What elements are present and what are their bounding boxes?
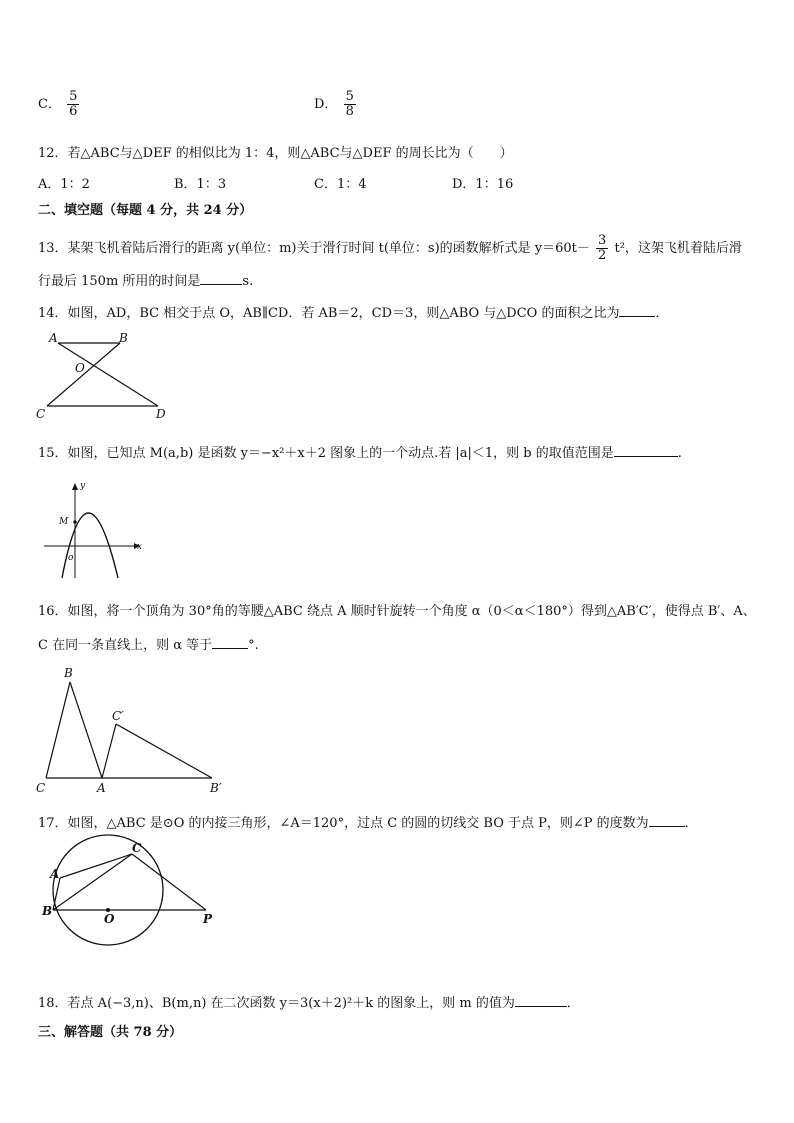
q17-label-p: P	[203, 912, 213, 926]
q17-stem: 17．如图，△ABC 是⊙O 的内接三角形，∠A＝120°，过点 C 的圆的切线交 BO 于点 P，则∠P 的度数为 ．	[38, 812, 698, 833]
q14-label-d: D	[156, 407, 166, 421]
q16-segment-c-prime-b-prime	[116, 724, 212, 778]
q17-segment-ac	[60, 854, 132, 878]
q13-fraction: $\frac{3}{2}$	[598, 233, 607, 263]
q14-figure	[30, 330, 180, 420]
q11-option-d-fraction: $\frac{5}{8}$	[345, 89, 354, 119]
q17-label-o: O	[104, 912, 115, 926]
q15-label-o: o	[68, 553, 74, 563]
q15-label-m: M	[59, 517, 69, 527]
q13-answer-blank[interactable]	[200, 270, 242, 285]
q17-circle	[53, 835, 163, 945]
q12-option-c: C．1：4	[314, 177, 367, 192]
q16-answer-blank[interactable]	[212, 634, 248, 649]
q18-stem: 18．若点 A(−3,n)、B(m,n) 在二次函数 y＝3(x＋2)²＋k 的图象上，则 m 的值为 ．	[38, 992, 580, 1013]
q14-label-c: C	[36, 407, 46, 421]
q16-stem-line1: 16．如图，将一个顶角为 30°角的等腰△ABC 绕点 A 顺时针旋转一个角度 α（0＜α＜180°）得到△AB′C′，使得点 B′、A、	[38, 604, 756, 619]
q14-label-o: O	[75, 361, 85, 375]
q12-stem: 12．若△ABC与△DEF 的相似比为 1：4，则△ABC与△DEF 的周长比为（ ）	[38, 146, 513, 161]
q17-label-b: B	[42, 904, 53, 918]
q17-answer-blank[interactable]	[649, 812, 685, 827]
q17-label-a: A	[50, 867, 60, 881]
q13-stem-line2: 行最后 150m 所用的时间是 s.	[38, 270, 253, 291]
q16-label-b: B	[64, 666, 73, 680]
q14-answer-blank[interactable]	[619, 302, 655, 317]
q14-label-a: A	[49, 331, 58, 345]
q14-segment-ad	[58, 343, 158, 406]
q16-label-b-prime: B′	[210, 781, 222, 795]
q11-option-c: C． $\frac{5}{6}$	[38, 89, 78, 119]
q13-stem-line1: 13．某架飞机着陆后滑行的距离 y(单位：m)关于滑行时间 t(单位：s)的函数解析式是 y＝60t－ $\frac{3}{2}$ t²，这架飞机着陆后滑	[38, 233, 742, 263]
section-2-heading: 二、填空题（每题 4 分，共 24 分）	[38, 203, 253, 218]
q16-segment-ac-prime	[102, 724, 116, 778]
q17-segment-bc	[53, 854, 132, 910]
q12-option-a: A．1：2	[38, 177, 90, 192]
q16-label-a: A	[97, 781, 106, 795]
q16-label-c: C	[36, 781, 46, 795]
q15-stem: 15．如图，已知点 M(a,b) 是函数 y＝−x²＋x＋2 图象上的一个动点.若 |a|＜1，则 b 的取值范围是 .	[38, 442, 682, 463]
q14-stem: 14．如图，AD，BC 相交于点 O，AB∥CD．若 AB＝2，CD＝3，则△ABO 与△DCO 的面积之比为 ．	[38, 302, 668, 323]
q15-figure	[40, 478, 150, 583]
q12-option-d: D．1：16	[452, 177, 514, 192]
q16-stem-line2: C 在同一条直线上，则 α 等于 °.	[38, 634, 259, 655]
q15-label-x: x	[137, 542, 143, 552]
q15-label-y: y	[80, 481, 86, 491]
q15-point-m	[73, 520, 77, 524]
q16-label-c-prime: C′	[112, 709, 124, 723]
q15-y-arrow	[72, 483, 78, 490]
q16-figure	[30, 660, 230, 795]
q18-answer-blank[interactable]	[515, 992, 567, 1007]
q17-figure	[40, 840, 220, 935]
q14-label-b: B	[119, 331, 128, 345]
q17-label-c: C	[132, 841, 142, 855]
q16-segment-cb	[46, 682, 70, 778]
q17-tangent-cp	[132, 854, 206, 910]
q11-option-c-fraction: $\frac{5}{6}$	[69, 89, 78, 119]
q16-segment-ba	[70, 682, 102, 778]
q15-answer-blank[interactable]	[614, 442, 678, 457]
q11-option-d: D． $\frac{5}{8}$	[314, 89, 354, 119]
q12-option-b: B．1：3	[174, 177, 227, 192]
section-3-heading: 三、解答题（共 78 分）	[38, 1025, 183, 1040]
